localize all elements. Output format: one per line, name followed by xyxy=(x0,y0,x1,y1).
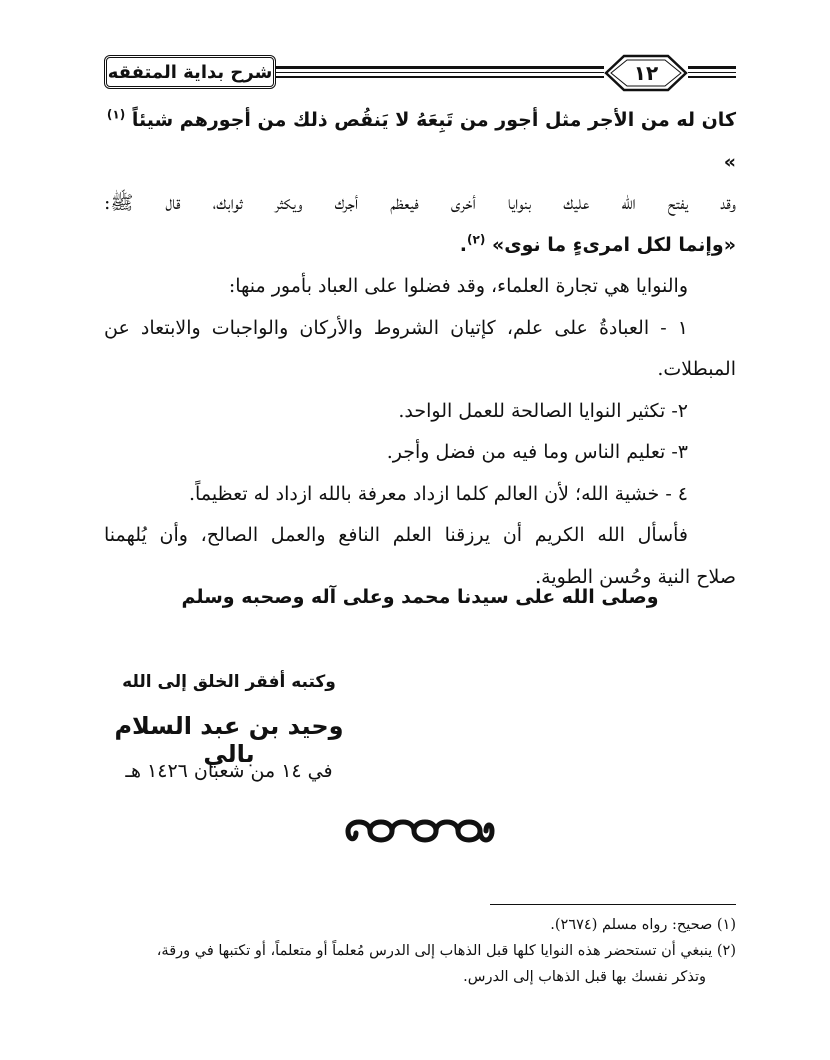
text-line-1: كان له من الأجر مثل أجور من تَبِعَهُ لا يَنقُص ذلك من أجورهم شيئاً $^{(١)}$ » xyxy=(106,107,736,173)
dua-line-1: فأسأل الله الكريم أن يرزقنا العلم النافع والعمل الصالح، وأن يُلهمنا xyxy=(104,524,688,546)
book-title: شرح بداية المتفقه xyxy=(104,55,276,89)
list-item-3: ٣- تعليم الناس وما فيه من فضل وأجر. xyxy=(386,441,688,463)
footnote-1: (١) صحيح: رواه مسلم (٢٦٧٤). xyxy=(550,917,736,933)
footnote-2b: وتذكر نفسك بها قبل الذهاب إلى الدرس. xyxy=(463,969,706,985)
signature-intro: وكتبه أفقر الخلق إلى الله xyxy=(122,672,336,692)
ornament-divider-icon xyxy=(340,814,500,848)
dua-line-2: صلاح النية وحُسن الطوية. xyxy=(535,565,736,588)
list-item-2: ٢- تكثير النوايا الصالحة للعمل الواحد. xyxy=(398,399,688,422)
page-header xyxy=(104,54,736,94)
paragraph-intro: والنوايا هي تجارة العلماء، وقد فضلوا على العباد بأمور منها: xyxy=(228,275,688,297)
author-name: وحيد بن عبد السلام بالي xyxy=(114,712,344,768)
page-number: ١٢ xyxy=(633,61,659,85)
footnote-divider xyxy=(490,904,736,905)
footnote-ref-2: (٢) xyxy=(467,232,486,247)
signature-date: في ١٤ من شعبان ١٤٢٦ هـ xyxy=(125,760,333,782)
text-line-2: وقد يفتح الله عليك بنوايا أخرى فيعظم أجرك ويكثر ثوابك، قال ﷺ: xyxy=(104,192,736,214)
text-line-3: «وإنما لكل امرىءٍ ما نوى» $^{(٢)}$. xyxy=(459,232,736,256)
list-item-1a: ١ - العبادةُ على علم، كإتيان الشروط والأركان والواجبات والابتعاد عن xyxy=(104,316,688,339)
footnotes xyxy=(104,912,736,990)
main-text xyxy=(104,100,736,598)
page-number-badge xyxy=(604,54,688,92)
list-item-4: ٤ - خشية الله؛ لأن العالم كلما ازداد معرفة بالله ازداد له تعظيماً. xyxy=(189,482,688,505)
footnote-2a: (٢) ينبغي أن تستحضر هذه النوايا كلها قبل الذهاب إلى الدرس مُعلماً أو متعلماً، أو تكتبها في ورقة، xyxy=(156,943,736,959)
list-item-1b: المبطلات. xyxy=(657,358,736,380)
footnote-ref-1: (١) xyxy=(106,107,126,122)
salah-line: وصلى الله على سيدنا محمد وعلى آله وصحبه وسلم xyxy=(181,586,659,608)
